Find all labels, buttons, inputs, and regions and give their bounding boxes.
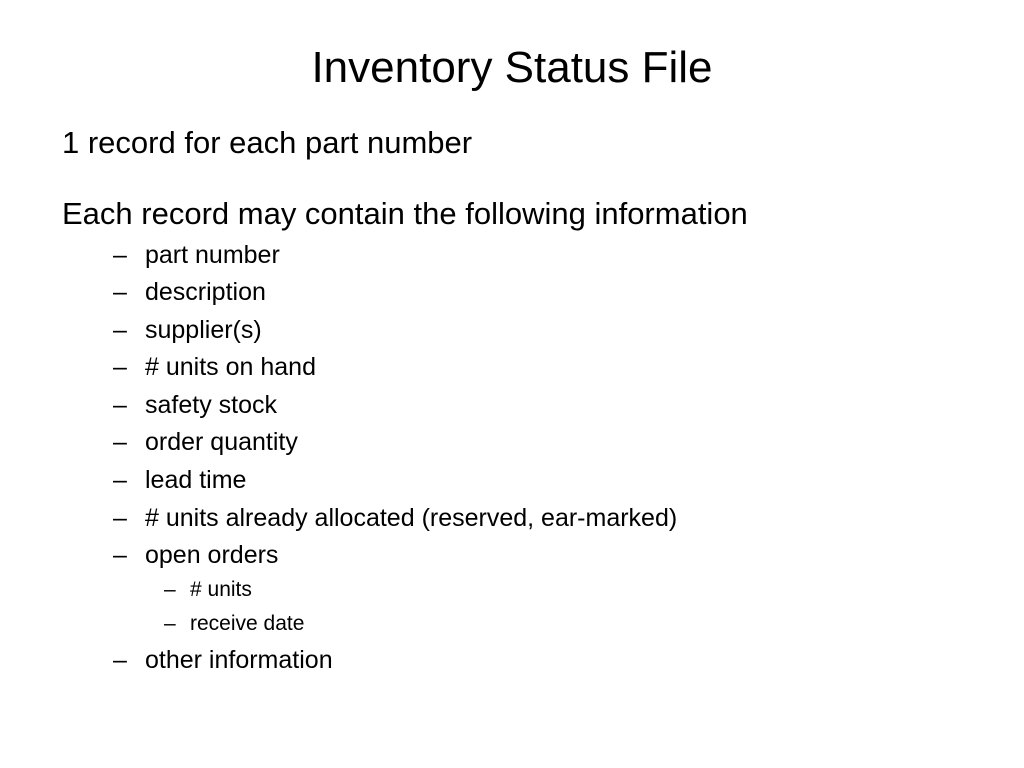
list-item xyxy=(113,427,298,457)
point-record-contents: Each record may contain the following information xyxy=(62,196,748,231)
sub-list-item xyxy=(164,611,304,637)
dash-marker: – xyxy=(164,578,176,601)
list-item-label: # units already allocated (reserved, ear-marked) xyxy=(145,504,678,532)
dash-marker: – xyxy=(113,391,127,419)
list-item xyxy=(113,390,277,420)
list-item xyxy=(113,503,677,533)
sub-list-item-label: receive date xyxy=(190,612,305,635)
point-record-per-part: 1 record for each part number xyxy=(62,125,473,160)
list-item-label: description xyxy=(145,278,266,306)
list-item-label: lead time xyxy=(145,466,247,494)
sub-list-item xyxy=(164,577,252,603)
dash-marker: – xyxy=(113,428,127,456)
dash-marker: – xyxy=(113,646,127,674)
dash-marker: – xyxy=(113,278,127,306)
list-item-label: part number xyxy=(145,241,280,269)
sub-list-item-label: # units xyxy=(190,578,252,601)
dash-marker: – xyxy=(113,504,127,532)
list-item xyxy=(113,465,246,495)
list-item-label: # units on hand xyxy=(145,353,316,381)
list-item-label: other information xyxy=(145,646,333,674)
dash-marker: – xyxy=(164,612,176,635)
list-item xyxy=(113,315,262,345)
slide-title: Inventory Status File xyxy=(311,43,713,92)
dash-marker: – xyxy=(113,241,127,269)
list-item xyxy=(113,352,316,382)
list-item xyxy=(113,277,266,307)
list-item xyxy=(113,540,278,570)
dash-marker: – xyxy=(113,316,127,344)
list-item-label: order quantity xyxy=(145,428,298,456)
list-item-label: safety stock xyxy=(145,391,277,419)
list-item xyxy=(113,645,333,675)
dash-marker: – xyxy=(113,466,127,494)
dash-marker: – xyxy=(113,353,127,381)
list-item-label: open orders xyxy=(145,541,279,569)
list-item-label: supplier(s) xyxy=(145,316,262,344)
list-item xyxy=(113,240,280,270)
dash-marker: – xyxy=(113,541,127,569)
